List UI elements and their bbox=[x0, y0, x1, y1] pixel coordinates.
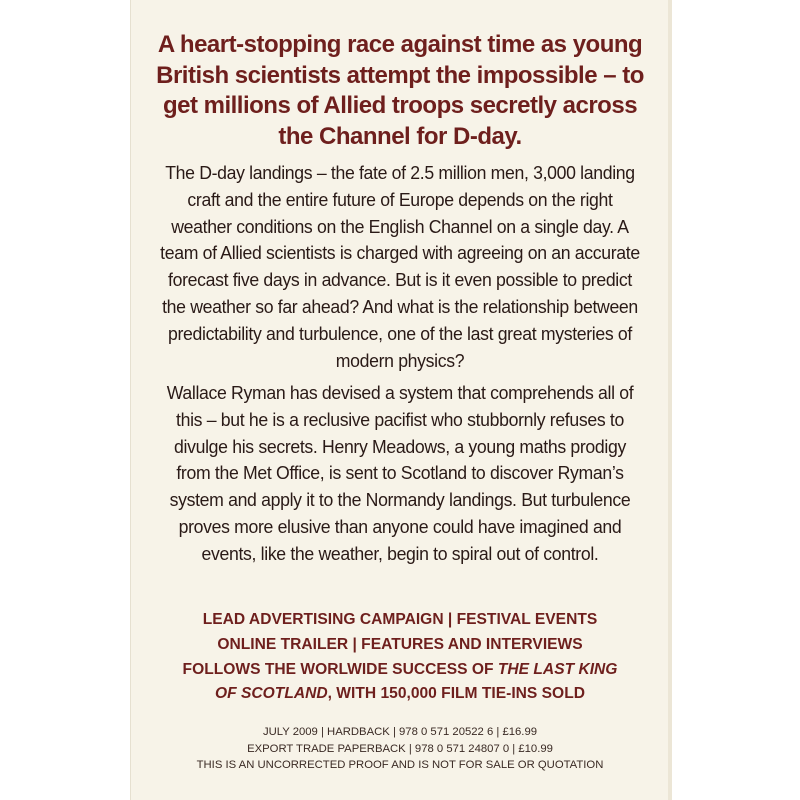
cover-edge bbox=[668, 0, 672, 800]
marketing-text: , WITH 150,000 FILM TIE-INS SOLD bbox=[327, 685, 585, 703]
headline-line: British scientists attempt the impossible – to bbox=[156, 61, 644, 89]
book-title-reference: OF SCOTLAND bbox=[215, 685, 328, 703]
headline-line: the Channel for D-day. bbox=[278, 122, 522, 150]
marketing-line bbox=[150, 658, 650, 683]
marketing-highlights bbox=[150, 608, 650, 707]
marketing-line: ONLINE TRAILER | FEATURES AND INTERVIEWS bbox=[217, 635, 583, 653]
proof-notice: THIS IS AN UNCORRECTED PROOF AND IS NOT FOR SALE OR QUOTATION bbox=[196, 759, 604, 772]
synopsis-paragraph-1: The D-day landings – the fate of 2.5 million men, 3,000 landing craft and the entire future of Europe depends on the right weather conditions on the English Channel on a single day. A team of Allied scientists is charged with agreeing on an accurate forecast five days in advance. But is it even possible to predict the weather so far ahead? And what is the relationship between predictability and turbulence, one of the last great mysteries of modern physics? bbox=[160, 162, 640, 371]
marketing-line: LEAD ADVERTISING CAMPAIGN | FESTIVAL EVENTS bbox=[202, 611, 598, 628]
headline-line: get millions of Allied troops secretly across bbox=[162, 92, 638, 119]
marketing-line bbox=[150, 682, 650, 707]
marketing-text: FOLLOWS THE WORLWIDE SUCCESS OF bbox=[182, 660, 498, 678]
headline bbox=[150, 30, 650, 152]
headline-line: A heart-stopping race against time as young bbox=[157, 31, 643, 58]
publication-details bbox=[150, 724, 650, 774]
book-title-reference: THE LAST KING bbox=[497, 660, 618, 678]
hardback-details: JULY 2009 | HARDBACK | 978 0 571 20522 6 | £16.99 bbox=[262, 726, 538, 738]
paperback-details: EXPORT TRADE PAPERBACK | 978 0 571 24807 0 | £10.99 bbox=[247, 742, 553, 755]
synopsis-paragraph-2: Wallace Ryman has devised a system that comprehends all of this – but he is a reclusive pacifist who stubbornly refuses to divulge his secrets. Henry Meadows, a young maths prodigy from the Met Office, is sent to Scotland to discover Ryman’s system and apply it to the Normandy landings. But turbulence proves more elusive than anyone could have imagined and events, like the weather, begin to spiral out of control. bbox=[166, 382, 634, 564]
